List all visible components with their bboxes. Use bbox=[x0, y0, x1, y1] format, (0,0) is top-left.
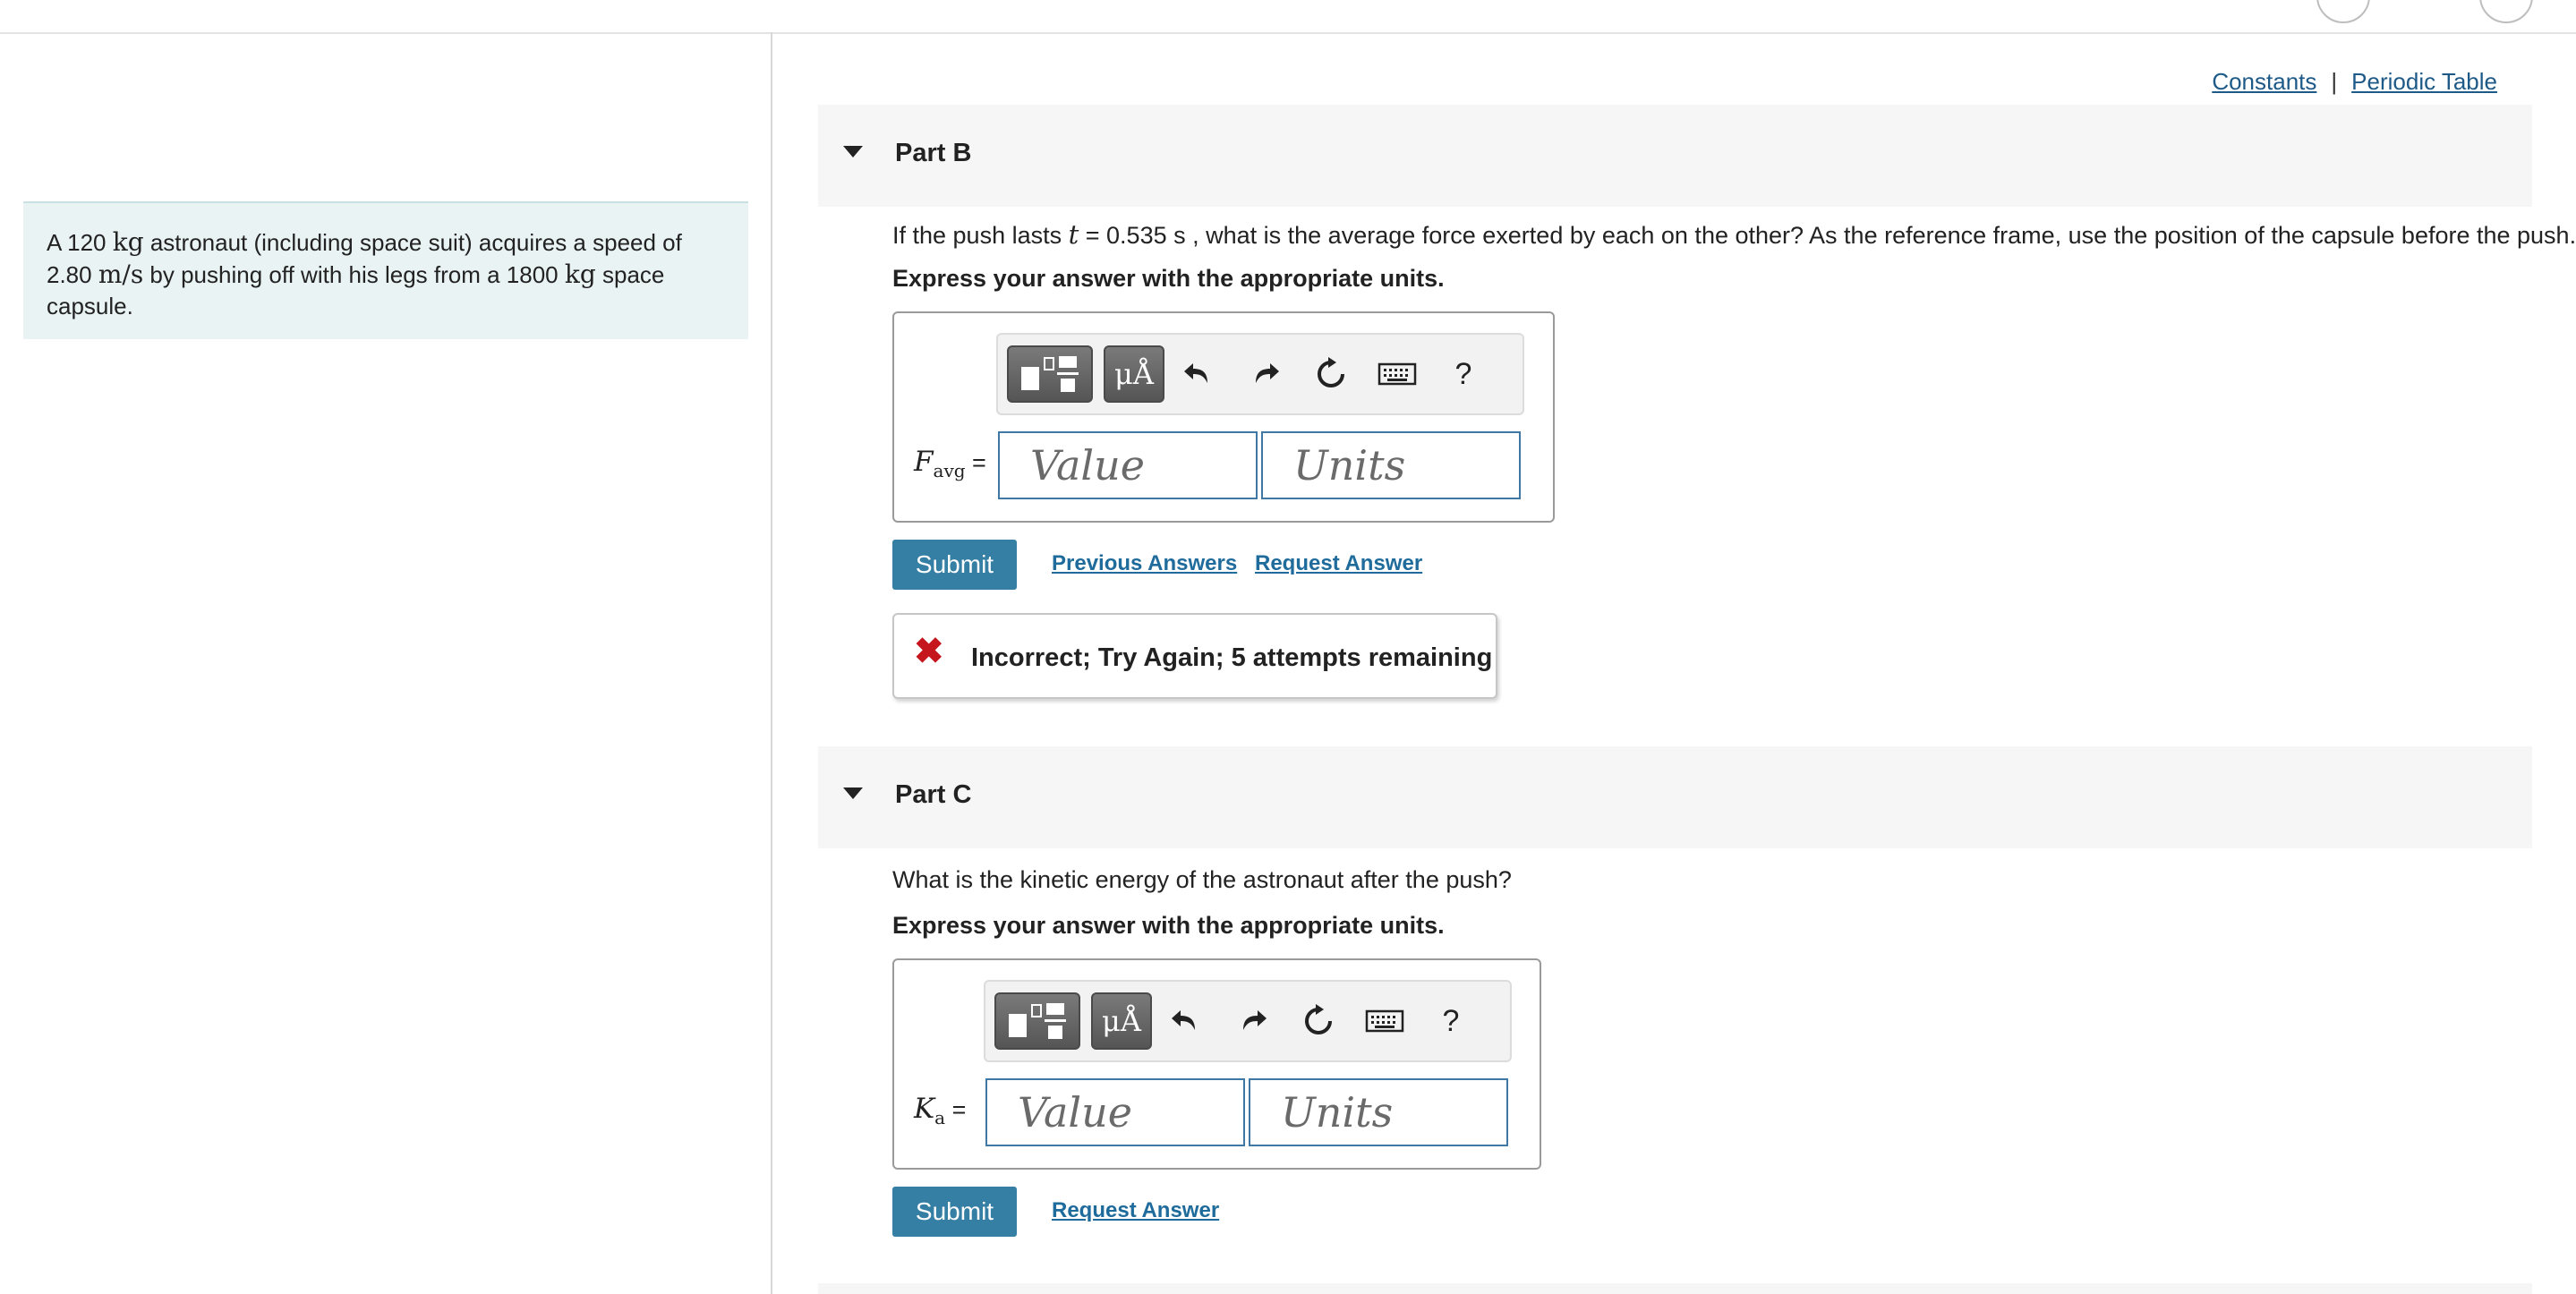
keyboard-icon[interactable] bbox=[1374, 351, 1420, 397]
keyboard-icon[interactable] bbox=[1361, 998, 1408, 1044]
collapse-caret-icon[interactable] bbox=[843, 146, 863, 157]
help-icon[interactable]: ? bbox=[1454, 356, 1472, 391]
kinetic-energy-label: $K_a$ = bbox=[914, 1093, 967, 1129]
part-c-header[interactable] bbox=[818, 746, 2532, 848]
resource-links bbox=[2212, 68, 2497, 96]
templates-icon bbox=[996, 994, 1079, 1048]
part-c-answer-box bbox=[892, 958, 1541, 1170]
feedback-box bbox=[892, 613, 1497, 699]
reset-icon[interactable] bbox=[1308, 351, 1354, 397]
math-toolbar bbox=[984, 980, 1512, 1062]
collapse-caret-icon[interactable] bbox=[843, 787, 863, 799]
constants-link[interactable]: Constants bbox=[2212, 68, 2317, 95]
problem-statement: A 120 kg astronaut (including space suit) acquires a speed of 2.80 m/s by pushing off with his legs from a 1800 kg space capsule. bbox=[23, 201, 748, 339]
part-b-question: If the push lasts t = 0.535 s , what is the average force exerted by each on the other? As the reference frame, use the position of the capsule before the push. bbox=[892, 219, 2576, 250]
link-separator: | bbox=[2331, 68, 2338, 95]
previous-answers-link[interactable]: Previous Answers bbox=[1052, 551, 1238, 575]
undo-icon[interactable] bbox=[1163, 998, 1209, 1044]
submit-button[interactable]: Submit bbox=[892, 540, 1017, 590]
templates-icon bbox=[1009, 347, 1091, 401]
units-input[interactable] bbox=[1249, 1078, 1508, 1146]
symbols-label: μÅ bbox=[1114, 357, 1154, 391]
part-b-instruction: Express your answer with the appropriate units. bbox=[892, 265, 1445, 292]
feedback-message: Incorrect; Try Again; 5 attempts remaining bbox=[971, 643, 1493, 672]
part-b-title: Part B bbox=[895, 139, 972, 167]
top-nav-button-right[interactable] bbox=[2479, 0, 2533, 23]
part-c-question: What is the kinetic energy of the astronaut after the push? bbox=[892, 866, 1512, 893]
help-icon[interactable]: ? bbox=[1442, 1003, 1460, 1038]
pane-divider bbox=[771, 32, 772, 1294]
top-bar bbox=[0, 0, 2576, 34]
request-answer-link[interactable]: Request Answer bbox=[1255, 551, 1423, 575]
request-answer-link[interactable]: Request Answer bbox=[1052, 1198, 1220, 1222]
redo-icon[interactable] bbox=[1229, 998, 1275, 1044]
part-c-instruction: Express your answer with the appropriate units. bbox=[892, 912, 1445, 939]
templates-button[interactable] bbox=[994, 992, 1080, 1050]
top-nav-button-left[interactable] bbox=[2316, 0, 2370, 23]
part-b-header[interactable] bbox=[818, 105, 2532, 207]
reset-icon[interactable] bbox=[1295, 998, 1342, 1044]
part-b-answer-box bbox=[892, 311, 1555, 523]
periodic-table-link[interactable]: Periodic Table bbox=[2351, 68, 2497, 95]
math-toolbar bbox=[996, 333, 1524, 415]
undo-icon[interactable] bbox=[1175, 351, 1222, 397]
units-input[interactable] bbox=[1261, 431, 1521, 499]
submit-button[interactable]: Submit bbox=[892, 1187, 1017, 1237]
part-c-title: Part C bbox=[895, 780, 972, 809]
symbols-button[interactable] bbox=[1091, 992, 1152, 1050]
value-input[interactable] bbox=[985, 1078, 1245, 1146]
value-input[interactable] bbox=[998, 431, 1258, 499]
force-label: $F_{avg}$ = bbox=[914, 446, 986, 482]
symbols-button[interactable] bbox=[1104, 345, 1164, 403]
next-part-header bbox=[818, 1283, 2532, 1294]
templates-button[interactable] bbox=[1007, 345, 1093, 403]
symbols-label: μÅ bbox=[1102, 1004, 1141, 1038]
redo-icon[interactable] bbox=[1241, 351, 1288, 397]
incorrect-icon: ✖ bbox=[914, 632, 944, 671]
